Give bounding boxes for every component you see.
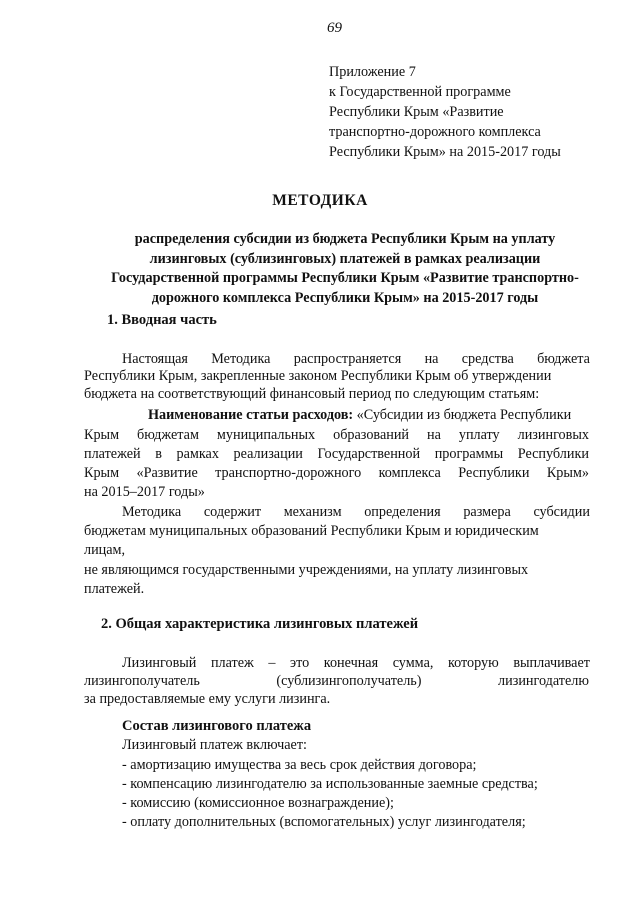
word: транспортно-дорожного bbox=[215, 465, 362, 481]
subtitle-line: лизинговых (сублизинговых) платежей в рамках реализации bbox=[149, 250, 541, 267]
word: конечная bbox=[323, 655, 379, 671]
word: Республики bbox=[517, 446, 589, 462]
word: содержит bbox=[203, 504, 262, 520]
word: механизм bbox=[283, 504, 342, 520]
s1-p2-line-3 bbox=[84, 465, 589, 482]
s2-p1-line-1 bbox=[122, 655, 590, 672]
s1-p1-line-2: Республики Крым, закрепленные законом Республики Крым об утверждении bbox=[84, 368, 552, 384]
word: Крым» bbox=[546, 465, 589, 481]
word: муниципальных bbox=[216, 427, 316, 443]
word: распространяется bbox=[293, 351, 402, 367]
word: Методика bbox=[122, 504, 182, 520]
word: образований bbox=[333, 427, 410, 443]
appendix-line: Республики Крым «Развитие bbox=[329, 104, 504, 120]
word: бюджетам bbox=[137, 427, 199, 443]
expense-line bbox=[148, 407, 571, 424]
word: которую bbox=[447, 655, 499, 671]
s1-p3-line-2: бюджетам муниципальных образований Республики Крым и юридическим bbox=[84, 523, 539, 539]
word: в bbox=[155, 446, 162, 462]
subtitle-line: дорожного комплекса Республики Крым» на 2015-2017 годы bbox=[151, 289, 539, 306]
s2-p1-line-2 bbox=[84, 673, 589, 690]
word: программы bbox=[434, 446, 504, 462]
s1-p3-line-3: лицам, bbox=[84, 542, 126, 558]
s1-p3-line-5: платежей. bbox=[84, 581, 145, 597]
word: Крым bbox=[84, 465, 120, 481]
word: это bbox=[290, 655, 310, 671]
appendix-line: транспортно-дорожного комплекса bbox=[329, 124, 541, 140]
list-item: - оплату дополнительных (вспомогательных) услуг лизингодателя; bbox=[122, 814, 526, 830]
s1-p2-line-4: на 2015–2017 годы» bbox=[84, 484, 205, 500]
word: – bbox=[268, 655, 276, 671]
s2-p1-line-3: за предоставляемые ему услуги лизинга. bbox=[84, 691, 331, 707]
appendix-line: Приложение 7 bbox=[329, 64, 416, 80]
s1-p2-line-1 bbox=[84, 427, 589, 444]
word: бюджета bbox=[537, 351, 590, 367]
word: выплачивает bbox=[513, 655, 590, 671]
word: комплекса bbox=[378, 465, 441, 481]
word: определения bbox=[364, 504, 441, 520]
word: платеж bbox=[210, 655, 254, 671]
word: уплату bbox=[458, 427, 500, 443]
word: (сублизингополучатель) bbox=[276, 673, 422, 689]
expense-label: Наименование статьи расходов: bbox=[148, 407, 354, 423]
s1-p3-line-1 bbox=[122, 504, 590, 521]
s1-p1-line-1 bbox=[122, 351, 590, 368]
word: субсидии bbox=[533, 504, 590, 520]
appendix-line: Республики Крым» на 2015-2017 годы bbox=[329, 144, 561, 160]
word: Республики bbox=[458, 465, 530, 481]
section-2-heading: 2. Общая характеристика лизинговых платежей bbox=[101, 616, 419, 632]
word: Настоящая bbox=[122, 351, 188, 367]
word: лизингополучатель bbox=[84, 673, 200, 689]
word: Лизинговый bbox=[122, 655, 197, 671]
subtitle-line: распределения субсидии из бюджета Республики Крым на уплату bbox=[134, 231, 556, 247]
word: Государственной bbox=[317, 446, 421, 462]
list-item: - комиссию (комиссионное вознаграждение); bbox=[122, 795, 394, 811]
appendix-block bbox=[329, 62, 561, 162]
word: Методика bbox=[211, 351, 271, 367]
s1-p3-line-4: не являющимся государственными учреждениями, на уплату лизинговых bbox=[84, 562, 529, 578]
word: средства bbox=[461, 351, 514, 367]
word: размера bbox=[463, 504, 511, 520]
appendix-line: к Государственной программе bbox=[329, 84, 511, 100]
word: лизинговых bbox=[517, 427, 589, 443]
word: на bbox=[426, 427, 441, 443]
expense-text: «Субсидии из бюджета Республики bbox=[353, 407, 572, 423]
document-subtitle bbox=[80, 230, 610, 308]
document-title: МЕТОДИКА bbox=[272, 192, 368, 209]
subtitle-line: Государственной программы Республики Крым «Развитие транспортно- bbox=[111, 270, 579, 286]
section-1-heading: 1. Вводная часть bbox=[107, 312, 217, 328]
word: Крым bbox=[84, 427, 120, 443]
composition-heading: Состав лизингового платежа bbox=[122, 718, 312, 734]
word: платежей bbox=[84, 446, 141, 462]
composition-intro: Лизинговый платеж включает: bbox=[122, 737, 307, 753]
word: «Развитие bbox=[136, 465, 198, 481]
word: рамках bbox=[176, 446, 219, 462]
list-item: - амортизацию имущества за весь срок действия договора; bbox=[122, 757, 477, 773]
word: на bbox=[424, 351, 439, 367]
s1-p2-line-2 bbox=[84, 446, 589, 463]
word: сумма, bbox=[392, 655, 434, 671]
list-item: - компенсацию лизингодателю за использованные заемные средства; bbox=[122, 776, 538, 792]
word: реализации bbox=[233, 446, 303, 462]
page-number: 69 bbox=[327, 20, 342, 36]
s1-p1-line-3: бюджета на соответствующий финансовый период по следующим статьям: bbox=[84, 386, 540, 402]
word: лизингодателю bbox=[498, 673, 589, 689]
